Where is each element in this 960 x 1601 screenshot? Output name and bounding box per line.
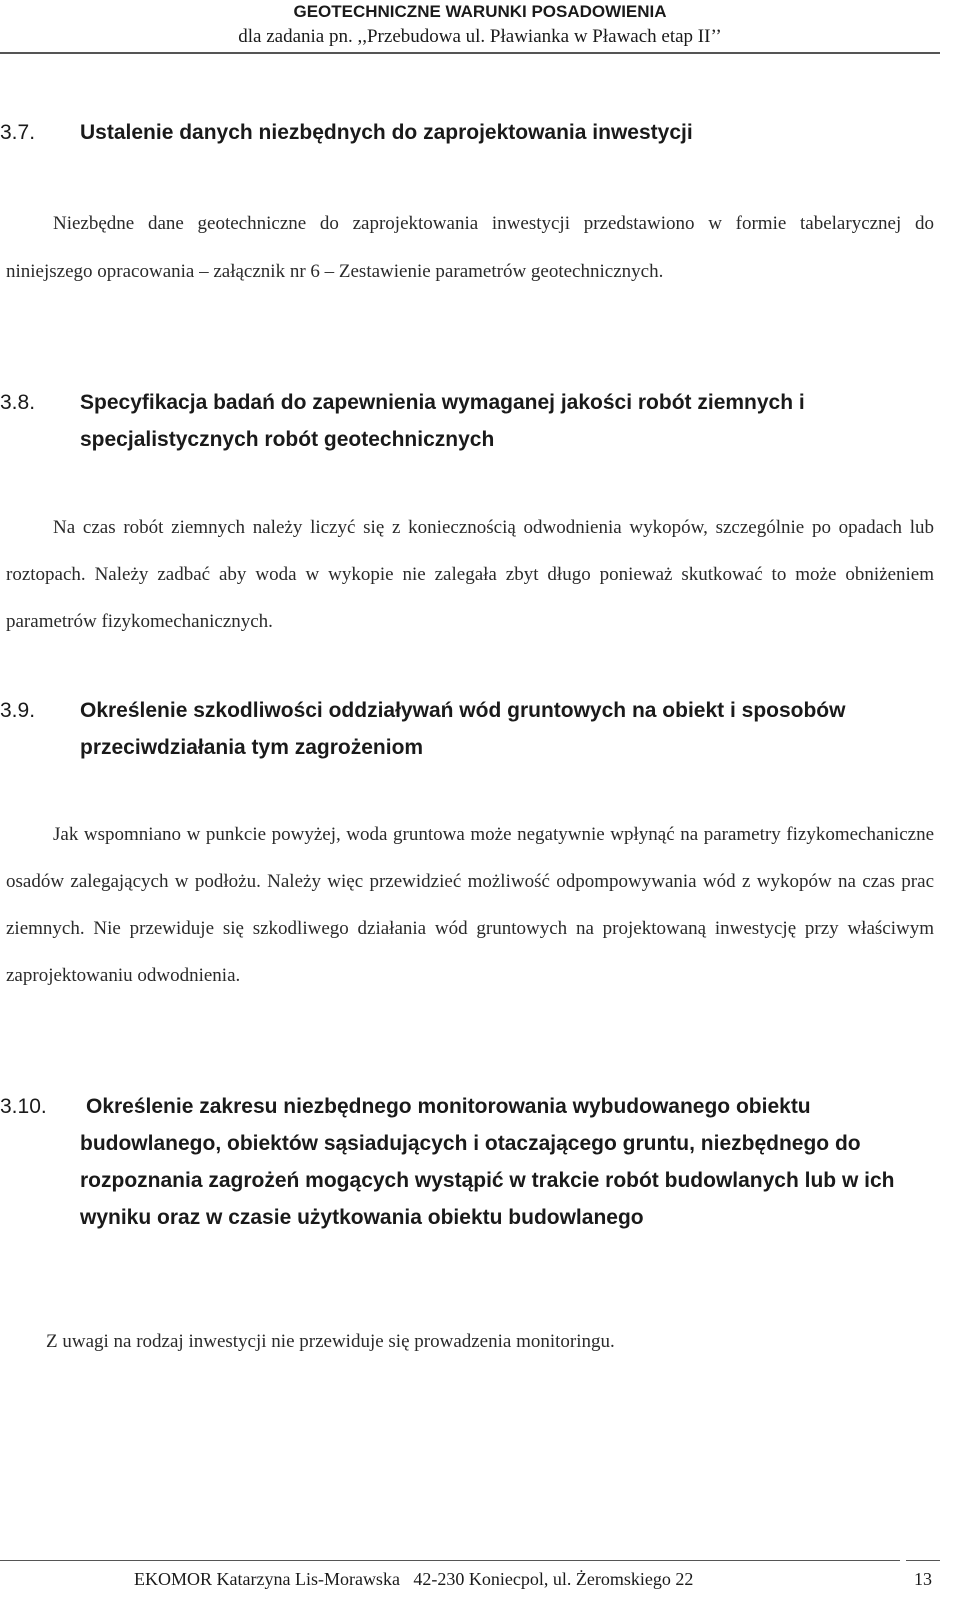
section-title: Określenie zakresu niezbędnego monitorowania wybudowanego obiektu budowlanego, obiektów sąsiadujących i otaczającego gruntu, niezbędnego do rozpoznania zagrożeń mogących wystąpić w trakcie robót budowlanych lub w ich wyniku oraz w czasie użytkowania obiektu budowlanego xyxy=(80,1095,895,1229)
section-heading-3-8 xyxy=(0,384,940,464)
section-number: 3.8. xyxy=(0,391,36,414)
section-body-3-8: Na czas robót ziemnych należy liczyć się z koniecznością odwodnienia wykopów, szczególnie po opadach lub roztopach. Należy zadbać aby woda w wykopie nie zalegała zbyt długo ponieważ skutkować to może obniżeniem parametrów fizykomechanicznych. xyxy=(6,517,934,632)
section-heading-3-7 xyxy=(0,114,940,154)
section-body-3-7: Niezbędne dane geotechniczne do zaprojektowania inwestycji przedstawiono w formie tabelarycznej do niniejszego opracowania – załącznik nr 6 – Zestawienie parametrów geotechnicznych. xyxy=(6,213,934,282)
header-divider xyxy=(0,52,940,54)
section-title: Określenie szkodliwości oddziaływań wód gruntowych na obiekt i sposobów przeciwdziałania tym zagrożeniom xyxy=(80,699,846,759)
footer-divider xyxy=(0,1560,900,1561)
header-subtitle: dla zadania pn. ,,Przebudowa ul. Pławianka w Pławach etap II’’ xyxy=(238,26,722,47)
header-title: GEOTECHNICZNE WARUNKI POSADOWIENIA xyxy=(293,2,667,21)
section-number: 3.9. xyxy=(0,699,36,722)
section-title: Specyfikacja badań do zapewnienia wymaganej jakości robót ziemnych i specjalistycznych robót geotechnicznych xyxy=(80,391,805,451)
section-title: Ustalenie danych niezbędnych do zaprojektowania inwestycji xyxy=(80,121,693,144)
footer-text: EKOMOR Katarzyna Lis-Morawska 42-230 Koniecpol, ul. Żeromskiego 22 xyxy=(134,1569,694,1589)
section-heading-3-10 xyxy=(0,1088,940,1278)
section-heading-3-9 xyxy=(0,692,940,772)
section-number: 3.7. xyxy=(0,121,36,144)
footer-page-divider xyxy=(906,1560,940,1561)
section-number: 3.10. xyxy=(0,1095,47,1118)
page-number: 13 xyxy=(914,1569,932,1589)
section-body-3-10: Z uwagi na rodzaj inwestycji nie przewiduje się prowadzenia monitoringu. xyxy=(46,1331,615,1352)
section-body-3-9: Jak wspomniano w punkcie powyżej, woda gruntowa może negatywnie wpłynąć na parametry fizykomechaniczne osadów zalegających w podłożu. Należy więc przewidzieć możliwość odpompowywania wód z wykopów na czas prac ziemnych. Nie przewiduje się szkodliwego działania wód gruntowych na projektowaną inwestycję przy właściwym zaprojektowaniu odwodnienia. xyxy=(6,824,934,986)
